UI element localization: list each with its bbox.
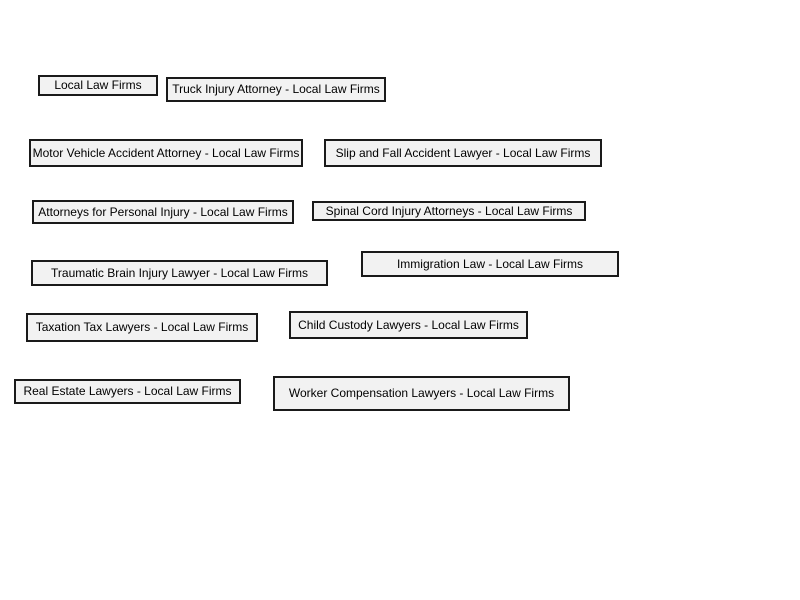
link-motor-vehicle-accident-attorney[interactable] bbox=[29, 139, 303, 167]
link-label: Slip and Fall Accident Lawyer - Local Law Firms bbox=[335, 146, 591, 160]
link-label: Truck Injury Attorney - Local Law Firms bbox=[172, 82, 380, 96]
link-label: Local Law Firms bbox=[54, 78, 142, 92]
link-label: Immigration Law - Local Law Firms bbox=[396, 257, 584, 271]
link-real-estate-lawyers[interactable] bbox=[14, 379, 241, 404]
link-label: Spinal Cord Injury Attorneys - Local Law Firms bbox=[325, 204, 573, 218]
link-label: Motor Vehicle Accident Attorney - Local Law Firms bbox=[32, 146, 300, 160]
link-label: Attorneys for Personal Injury - Local Law Firms bbox=[38, 205, 288, 219]
link-immigration-law[interactable] bbox=[361, 251, 619, 277]
link-label: Taxation Tax Lawyers - Local Law Firms bbox=[35, 320, 249, 334]
link-spinal-cord-injury-attorneys[interactable] bbox=[312, 201, 586, 221]
link-local-law-firms[interactable] bbox=[38, 75, 158, 96]
link-child-custody-lawyers[interactable] bbox=[289, 311, 528, 339]
link-worker-compensation-lawyers[interactable] bbox=[273, 376, 570, 411]
link-slip-and-fall-accident-lawyer[interactable] bbox=[324, 139, 602, 167]
link-label: Traumatic Brain Injury Lawyer - Local Law Firms bbox=[51, 266, 308, 280]
link-label: Child Custody Lawyers - Local Law Firms bbox=[298, 318, 519, 332]
link-taxation-tax-lawyers[interactable] bbox=[26, 313, 258, 342]
link-label: Real Estate Lawyers - Local Law Firms bbox=[23, 384, 232, 398]
link-label: Worker Compensation Lawyers - Local Law Firms bbox=[288, 386, 555, 400]
link-attorneys-for-personal-injury[interactable] bbox=[32, 200, 294, 224]
link-truck-injury-attorney[interactable] bbox=[166, 77, 386, 102]
link-traumatic-brain-injury-lawyer[interactable] bbox=[31, 260, 328, 286]
